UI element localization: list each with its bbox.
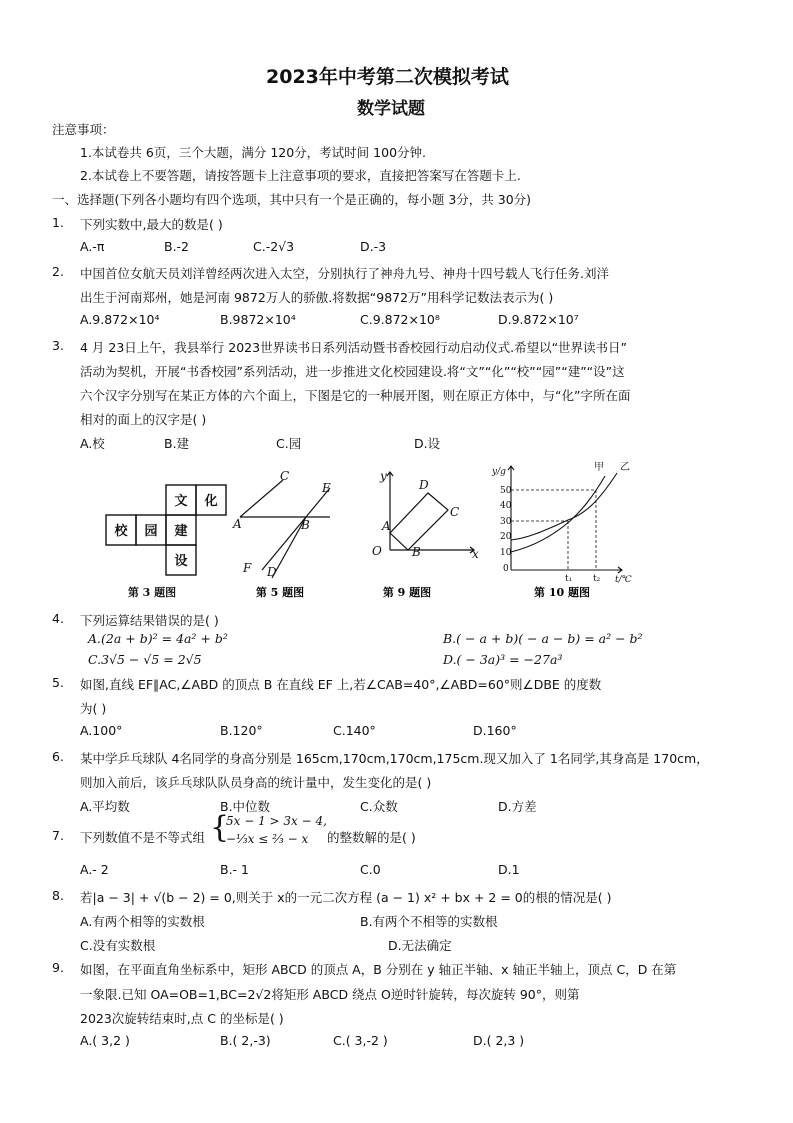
option-d: D.160° (473, 723, 517, 738)
question-text: 某中学乒乓球队 4名同学的身高分别是 165cm,170cm,170cm,175cm.现又加入了 1名同学,其身高是 170cm， (80, 751, 709, 766)
question-number: 1. (52, 215, 64, 230)
option-a: A.有两个相等的实数根 (80, 914, 205, 929)
question-text: 六个汉字分别写在某正方体的六个面上，下图是它的一种展开图，则在原正方体中，与“化”字所在面 (80, 388, 631, 403)
option-c: C.没有实数根 (80, 938, 156, 953)
option-b: B.-2 (164, 239, 190, 254)
question-text: 如图，在平面直角坐标系中，矩形 ABCD 的顶点 A，B 分别在 y 轴正半轴、x 轴正半轴上，顶点 C，D 在第 (80, 962, 677, 977)
point-label: O (372, 544, 382, 558)
page-subtitle: 数学试题 (357, 99, 425, 119)
figure-caption: 第 10 题图 (534, 586, 590, 599)
figures-row (0, 458, 793, 606)
tick-label: t₂ (593, 574, 601, 584)
figure-3-cube-net (106, 485, 226, 599)
option-d: D.1 (498, 862, 520, 877)
axis-label: y/g (492, 467, 506, 477)
point-label: F (243, 561, 252, 575)
axis-label: t/℃ (615, 575, 632, 585)
net-char: 化 (204, 494, 218, 509)
question-text: 出生于河南郑州，她是河南 9872万人的骄傲.将数据“9872万”用科学记数法表示为( ) (80, 290, 554, 305)
axis-label: x (472, 547, 479, 561)
option-d: D.( 2,3 ) (473, 1033, 525, 1048)
option-b: B.120° (220, 723, 263, 738)
option-b: B.建 (164, 436, 190, 451)
option-b: B.( − a + b)( − a − b) = a² − b² (443, 631, 643, 646)
option-a: A.9.872×10⁴ (80, 312, 160, 327)
point-label: D (267, 565, 277, 579)
point-label: B (412, 545, 421, 559)
option-d: D.无法确定 (388, 938, 452, 953)
question-text: 4 月 23日上午，我县举行 2023世界读书日系列活动暨书香校园行动启动仪式.希望以“世界读书日” (80, 340, 628, 355)
notice-item-1: 1.本试卷共 6页，三个大题，满分 120分，考试时间 100分钟. (80, 145, 426, 160)
page-title: 2023年中考第二次模拟考试 (266, 66, 509, 88)
tick-label: 30 (500, 517, 512, 527)
option-d: D.( − 3a)³ = −27a³ (443, 652, 563, 667)
option-a: A.平均数 (80, 799, 130, 814)
option-d: D.9.872×10⁷ (498, 312, 579, 327)
tick-label: 10 (500, 548, 512, 558)
option-c: C.0 (360, 862, 381, 877)
point-label: C (280, 469, 290, 483)
option-d: D.设 (414, 436, 441, 451)
series-label: 甲 (594, 462, 604, 473)
figure-caption: 第 9 题图 (382, 586, 432, 599)
question-text: 为( ) (80, 701, 107, 716)
section-heading: 一、选择题(下列各小题均有四个选项，其中只有一个是正确的，每小题 3分，共 30分) (52, 192, 532, 207)
point-label: A (382, 519, 391, 533)
question-text: 相对的面上的汉字是( ) (80, 412, 207, 427)
option-a: A.(2a + b)² = 4a² + b² (88, 631, 228, 646)
point-label: B (301, 518, 310, 532)
question-text: 中国首位女航天员刘洋曾经两次进入太空，分别执行了神舟九号、神舟十四号载人飞行任务.刘洋 (80, 266, 609, 281)
option-c: C.9.872×10⁸ (360, 312, 440, 327)
option-a: A.( 3,2 ) (80, 1033, 130, 1048)
option-a: A.100° (80, 723, 123, 738)
option-c: C.( 3,-2 ) (333, 1033, 388, 1048)
question-number: 2. (52, 264, 64, 279)
tick-label: 0 (503, 564, 509, 574)
tick-label: 20 (500, 532, 512, 542)
question-text: 一象限.已知 OA=OB=1,BC=2√2将矩形 ABCD 绕点 O逆时针旋转，每次旋转 90°，则第 (80, 987, 580, 1002)
question-number: 9. (52, 960, 64, 975)
inequality-2: −⅓x ≤ ⅔ − x (226, 832, 309, 846)
tick-label: t₁ (565, 574, 573, 584)
net-char: 校 (114, 524, 128, 539)
axis-label: y (380, 469, 387, 483)
notice-heading: 注意事项： (52, 122, 115, 137)
option-b: B.- 1 (220, 862, 249, 877)
figure-10-graph (491, 461, 633, 585)
notice-item-2: 2.本试卷上不要答题，请按答题卡上注意事项的要求，直接把答案写在答题卡上. (80, 168, 521, 183)
tick-label: 40 (500, 501, 512, 511)
brace-icon: { (210, 810, 230, 845)
question-text: 活动为契机，开展“书香校园”系列活动，进一步推进文化校园建设.将“文”“化”“校”“园”“建”“设”这 (80, 364, 625, 379)
figure-caption: 第 3 题图 (127, 586, 177, 599)
question-text: 则加入前后，该乒乓球队队员身高的统计量中，发生变化的是( ) (80, 775, 432, 790)
point-label: C (450, 505, 460, 519)
question-text: 的整数解的是( ) (327, 830, 416, 845)
net-char: 建 (174, 524, 188, 539)
option-a: A.校 (80, 436, 105, 451)
option-b: B.有两个不相等的实数根 (360, 914, 498, 929)
option-b: B.中位数 (220, 799, 271, 814)
option-a: A.- 2 (80, 862, 109, 877)
question-text: 下列实数中,最大的数是( ) (80, 217, 223, 232)
question-text: 下列数值不是不等式组 (80, 830, 206, 845)
series-label: 乙 (620, 462, 630, 473)
option-c: C.3√5 − √5 = 2√5 (88, 652, 202, 667)
inequality-1: 5x − 1 > 3x − 4, (226, 814, 327, 828)
question-text: 2023次旋转结束时,点 C 的坐标是( ) (80, 1011, 284, 1026)
option-c: C.-2√3 (253, 239, 295, 254)
question-number: 4. (52, 611, 64, 626)
option-b: B.( 2,-3) (220, 1033, 271, 1048)
figure-9-coordinate (387, 472, 474, 553)
net-char: 文 (174, 494, 188, 509)
tick-label: 50 (500, 486, 512, 496)
option-b: B.9872×10⁴ (220, 312, 296, 327)
figure-caption: 第 5 题图 (255, 586, 305, 599)
question-text: 若|a − 3| + √(b − 2) = 0,则关于 x的一元二次方程 (a − 1) x² + bx + 2 = 0的根的情况是( ) (80, 890, 612, 905)
point-label: A (233, 517, 242, 531)
question-number: 5. (52, 675, 64, 690)
option-c: C.园 (276, 436, 302, 451)
point-label: E (322, 481, 331, 495)
net-char: 设 (174, 554, 188, 569)
figure-5-lines (240, 480, 330, 578)
net-char: 园 (144, 524, 158, 539)
option-c: C.140° (333, 723, 376, 738)
point-label: D (419, 478, 429, 492)
option-d: D.-3 (360, 239, 387, 254)
question-number: 3. (52, 338, 64, 353)
question-text: 如图,直线 EF∥AC,∠ABD 的顶点 B 在直线 EF 上,若∠CAB=40°,∠ABD=60°则∠DBE 的度数 (80, 677, 602, 692)
option-c: C.众数 (360, 799, 398, 814)
question-number: 6. (52, 749, 64, 764)
question-number: 7. (52, 828, 64, 843)
option-d: D.方差 (498, 799, 537, 814)
question-text: 下列运算结果错误的是( ) (80, 613, 219, 628)
option-a: A.-π (80, 239, 105, 254)
question-number: 8. (52, 888, 64, 903)
